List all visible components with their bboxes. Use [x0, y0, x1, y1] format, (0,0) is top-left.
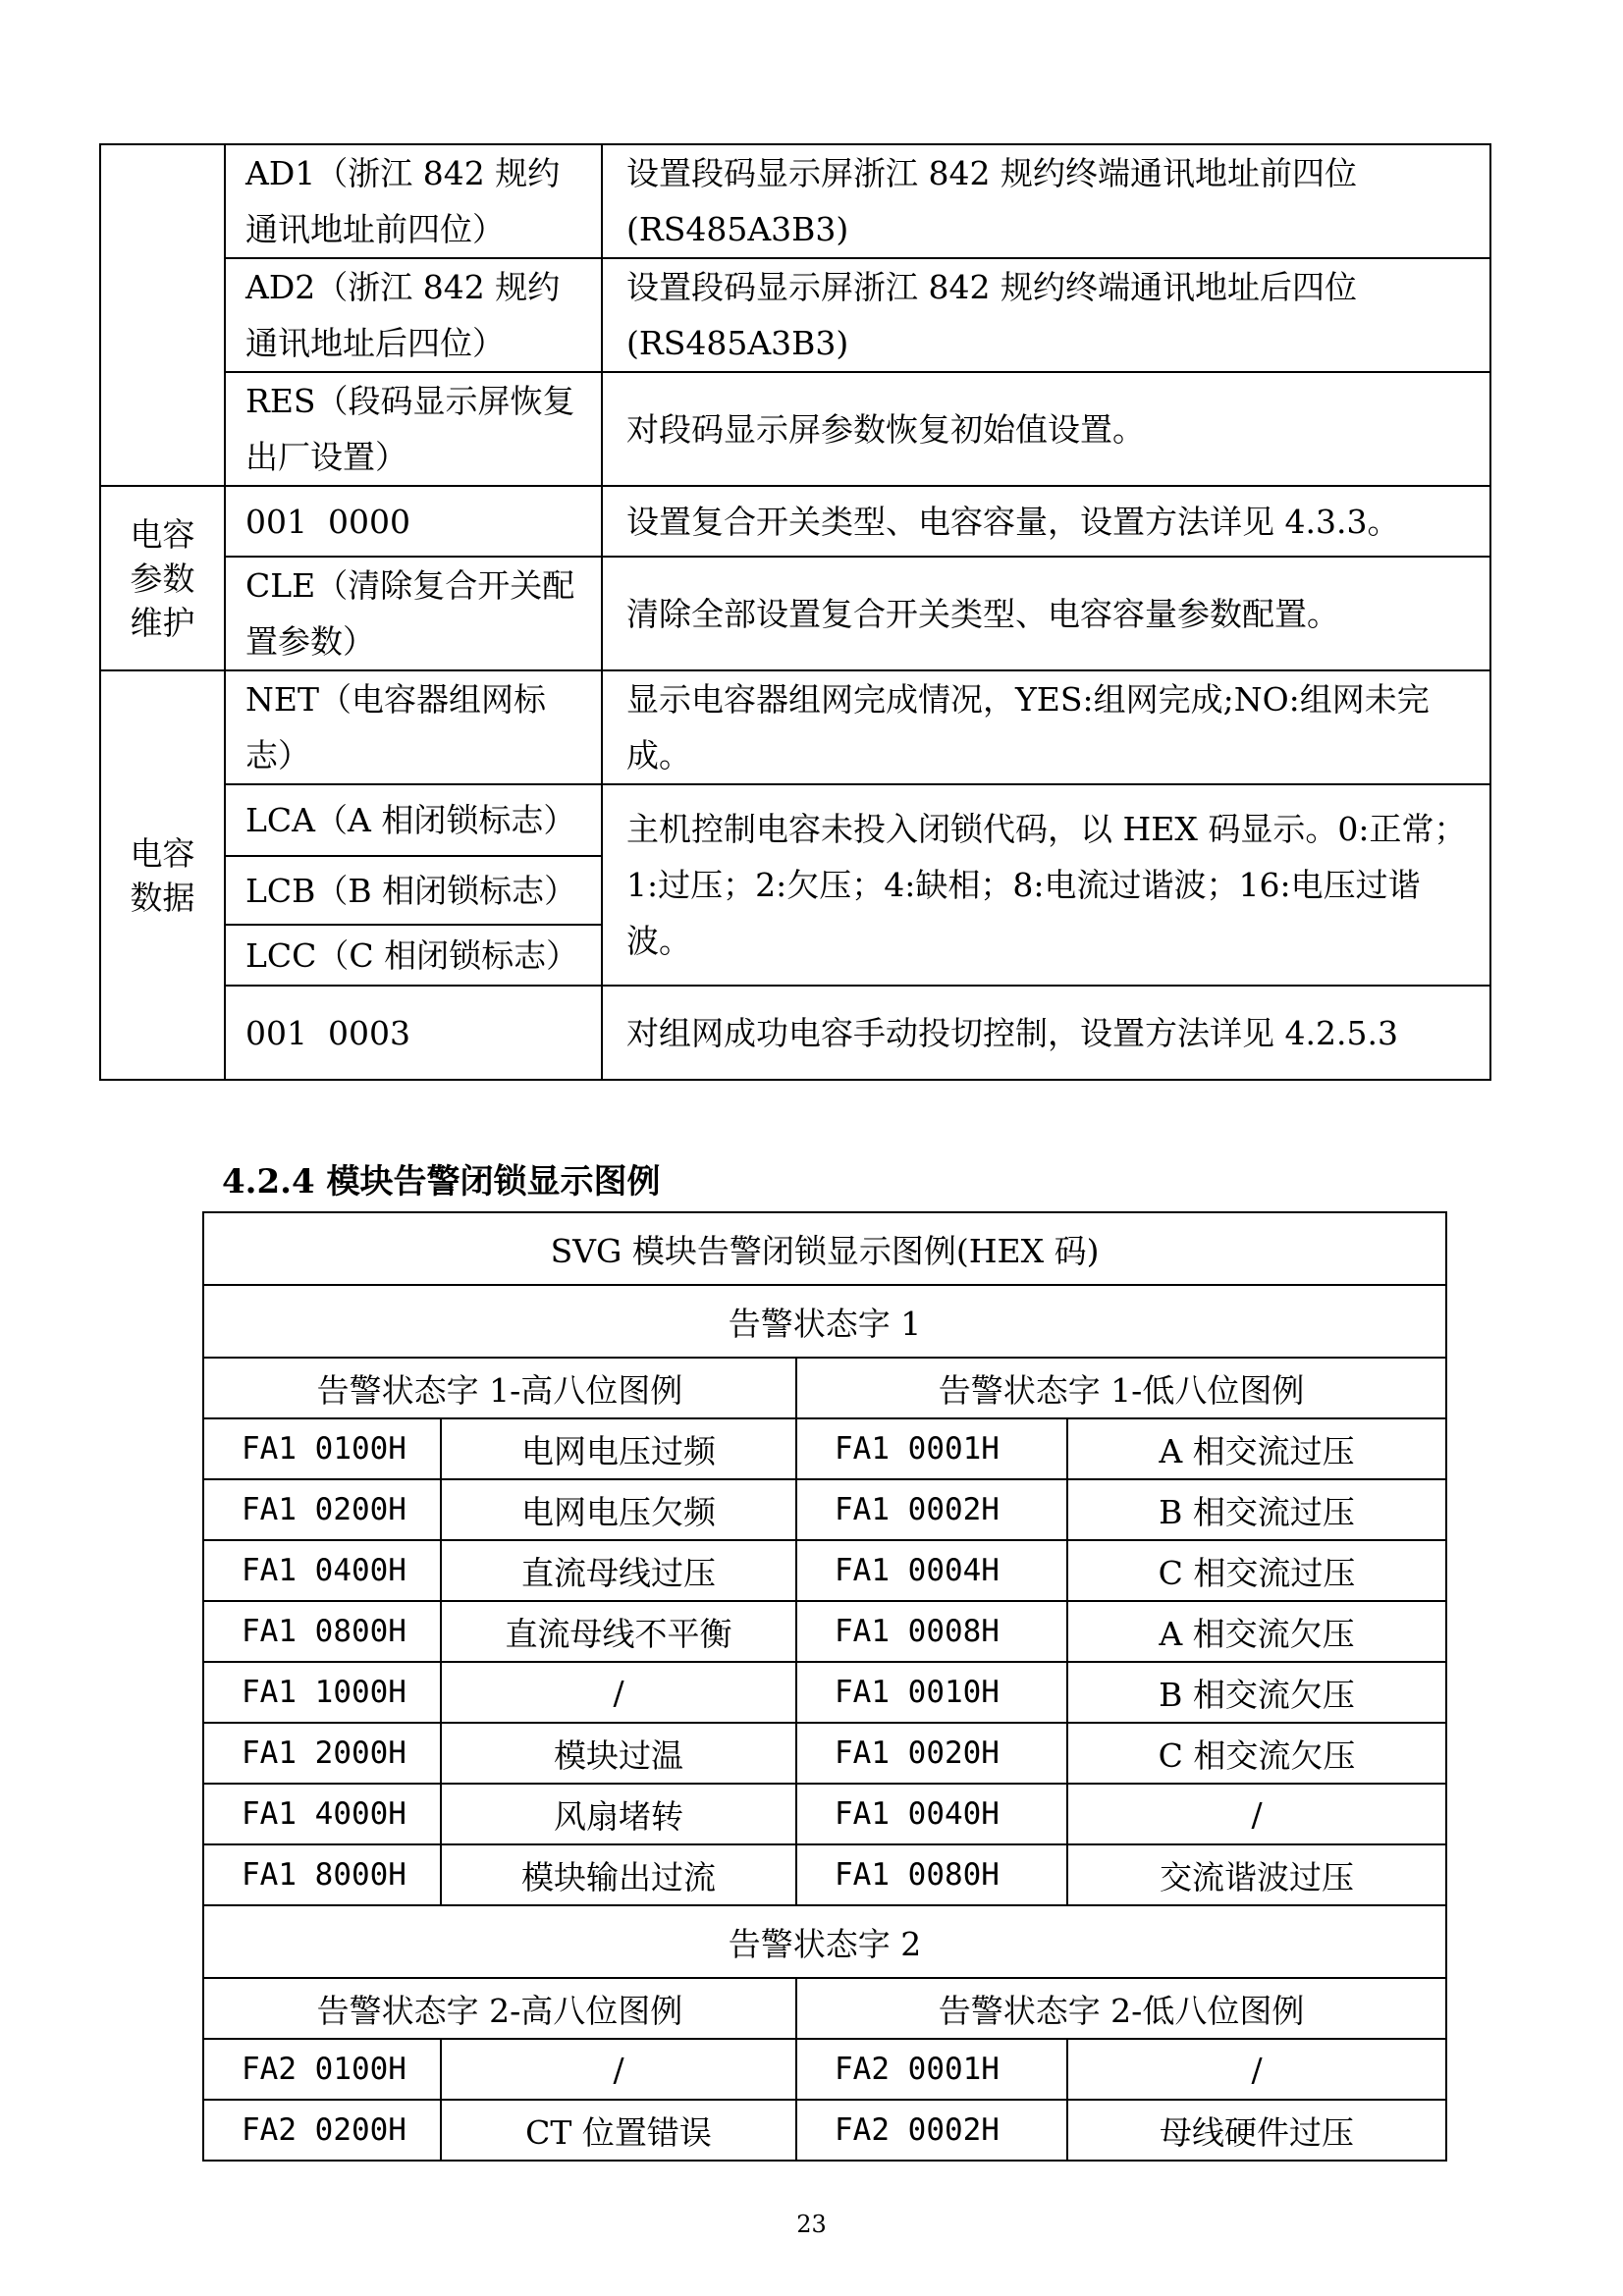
word1-header: 告警状态字 1: [203, 1285, 1446, 1358]
high-meaning-cell: 直流母线过压: [441, 1540, 796, 1601]
table-row: [100, 784, 1490, 856]
item-cell: LCA（A 相闭锁标志）: [225, 784, 602, 856]
item-cell: RES（段码显示屏恢复出厂设置）: [225, 372, 602, 486]
high-code-cell: FA1 0800H: [203, 1601, 441, 1662]
desc-cell: 对段码显示屏参数恢复初始值设置。: [602, 372, 1490, 486]
group-cell: 电容参数维护: [100, 486, 225, 670]
table-title-row: [203, 1212, 1446, 1285]
high-code-cell: FA1 1000H: [203, 1662, 441, 1723]
table-row: [203, 2100, 1446, 2161]
high-meaning-cell: 风扇堵转: [441, 1784, 796, 1844]
table-row: [100, 670, 1490, 784]
low-code-cell: FA2 0001H: [796, 2039, 1067, 2100]
low-meaning-cell: A 相交流过压: [1067, 1418, 1446, 1479]
high-meaning-cell: 模块输出过流: [441, 1844, 796, 1905]
word1-high-header: 告警状态字 1-高八位图例: [203, 1358, 796, 1418]
word2-header: 告警状态字 2: [203, 1905, 1446, 1978]
word1-low-header: 告警状态字 1-低八位图例: [796, 1358, 1446, 1418]
table-row: [203, 1723, 1446, 1784]
table-row: [100, 557, 1490, 670]
high-code-cell: FA1 4000H: [203, 1784, 441, 1844]
item-cell: AD2（浙江 842 规约通讯地址后四位）: [225, 258, 602, 372]
desc-cell: 设置段码显示屏浙江 842 规约终端通讯地址前四位(RS485A3B3): [602, 144, 1490, 258]
low-code-cell: FA1 0010H: [796, 1662, 1067, 1723]
table-row: [100, 372, 1490, 486]
group-cell-empty: [100, 144, 225, 486]
item-cell: LCC（C 相闭锁标志）: [225, 925, 602, 986]
low-meaning-cell: C 相交流过压: [1067, 1540, 1446, 1601]
word1-subheader-row: [203, 1358, 1446, 1418]
high-code-cell: FA1 0200H: [203, 1479, 441, 1540]
low-meaning-cell: B 相交流过压: [1067, 1479, 1446, 1540]
word2-high-header: 告警状态字 2-高八位图例: [203, 1978, 796, 2039]
page-number: 23: [796, 2211, 827, 2238]
high-meaning-cell: 直流母线不平衡: [441, 1601, 796, 1662]
group-cell: 电容数据: [100, 670, 225, 1080]
item-cell: 001 0003: [225, 986, 602, 1080]
word2-low-header: 告警状态字 2-低八位图例: [796, 1978, 1446, 2039]
low-code-cell: FA2 0002H: [796, 2100, 1067, 2161]
table-row: [203, 1662, 1446, 1723]
table-row: [203, 1540, 1446, 1601]
table-row: [203, 1844, 1446, 1905]
high-code-cell: FA1 8000H: [203, 1844, 441, 1905]
low-meaning-cell: B 相交流欠压: [1067, 1662, 1446, 1723]
high-meaning-cell: CT 位置错误: [441, 2100, 796, 2161]
high-meaning-cell: /: [441, 1662, 796, 1723]
high-meaning-cell: 电网电压欠频: [441, 1479, 796, 1540]
table-row: [203, 2039, 1446, 2100]
high-code-cell: FA2 0100H: [203, 2039, 441, 2100]
table-row: [203, 1479, 1446, 1540]
table-title: SVG 模块告警闭锁显示图例(HEX 码): [203, 1212, 1446, 1285]
table-row: [100, 486, 1490, 557]
table-row: [203, 1418, 1446, 1479]
low-meaning-cell: 交流谐波过压: [1067, 1844, 1446, 1905]
table-row: [100, 986, 1490, 1080]
alarm-legend-table: [202, 1211, 1447, 2162]
low-code-cell: FA1 0001H: [796, 1418, 1067, 1479]
word2-subheader-row: [203, 1978, 1446, 2039]
desc-cell: 对组网成功电容手动投切控制，设置方法详见 4.2.5.3: [602, 986, 1490, 1080]
item-cell: LCB（B 相闭锁标志）: [225, 856, 602, 925]
desc-cell: 设置复合开关类型、电容容量，设置方法详见 4.3.3。: [602, 486, 1490, 557]
table-row: [100, 258, 1490, 372]
high-code-cell: FA1 2000H: [203, 1723, 441, 1784]
parameter-table: [99, 143, 1491, 1081]
low-meaning-cell: C 相交流欠压: [1067, 1723, 1446, 1784]
high-meaning-cell: 电网电压过频: [441, 1418, 796, 1479]
low-code-cell: FA1 0004H: [796, 1540, 1067, 1601]
item-cell: CLE（清除复合开关配置参数）: [225, 557, 602, 670]
low-code-cell: FA1 0008H: [796, 1601, 1067, 1662]
low-meaning-cell: 母线硬件过压: [1067, 2100, 1446, 2161]
word1-header-row: [203, 1285, 1446, 1358]
low-code-cell: FA1 0040H: [796, 1784, 1067, 1844]
table-row: [100, 144, 1490, 258]
item-cell: 001 0000: [225, 486, 602, 557]
word2-header-row: [203, 1905, 1446, 1978]
high-code-cell: FA1 0400H: [203, 1540, 441, 1601]
low-meaning-cell: A 相交流欠压: [1067, 1601, 1446, 1662]
desc-cell: 清除全部设置复合开关类型、电容容量参数配置。: [602, 557, 1490, 670]
low-code-cell: FA1 0002H: [796, 1479, 1067, 1540]
low-code-cell: FA1 0020H: [796, 1723, 1067, 1784]
low-code-cell: FA1 0080H: [796, 1844, 1067, 1905]
table-row: [203, 1601, 1446, 1662]
desc-cell: 主机控制电容未投入闭锁代码，以 HEX 码显示。0:正常；1:过压；2:欠压；4:缺相；8:电流过谐波；16:电压过谐波。: [602, 784, 1490, 986]
table-row: [203, 1784, 1446, 1844]
desc-cell: 设置段码显示屏浙江 842 规约终端通讯地址后四位(RS485A3B3): [602, 258, 1490, 372]
item-cell: AD1（浙江 842 规约通讯地址前四位）: [225, 144, 602, 258]
low-meaning-cell: /: [1067, 2039, 1446, 2100]
section-heading: 4.2.4 模块告警闭锁显示图例: [222, 1162, 661, 1201]
item-cell: NET（电容器组网标志）: [225, 670, 602, 784]
high-meaning-cell: 模块过温: [441, 1723, 796, 1784]
desc-cell: 显示电容器组网完成情况，YES:组网完成;NO:组网未完成。: [602, 670, 1490, 784]
high-meaning-cell: /: [441, 2039, 796, 2100]
low-meaning-cell: /: [1067, 1784, 1446, 1844]
high-code-cell: FA1 0100H: [203, 1418, 441, 1479]
high-code-cell: FA2 0200H: [203, 2100, 441, 2161]
